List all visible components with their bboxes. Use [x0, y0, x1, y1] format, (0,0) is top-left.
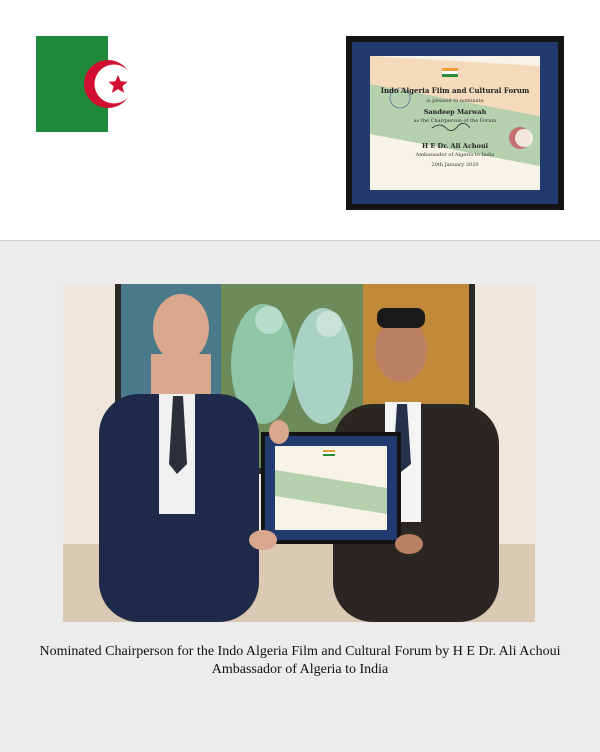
certificate-name: Sandeep Marwah	[423, 108, 487, 116]
certificate-line1: is pleased to nominate	[426, 98, 484, 104]
certificate-title: Indo Algeria Film and Cultural Forum	[380, 86, 530, 95]
photo-icon	[63, 284, 535, 622]
certificate-line2: as the Chairperson of the Forum	[413, 118, 497, 124]
top-panel	[0, 0, 600, 241]
caption-line1: Nominated Chairperson for the Indo Algeria Film and Cultural Forum by H E Dr. Ali Achoui	[39, 644, 561, 659]
framed-certificate	[346, 36, 564, 210]
certificate-date: 20th January 2020	[431, 162, 479, 168]
certificate-signer: H E Dr. Ali Achoui	[421, 142, 489, 150]
bottom-panel	[0, 241, 600, 752]
certificate-signer-title: Ambassador of Algeria to India	[415, 152, 495, 158]
ceremony-photo	[63, 284, 535, 622]
caption-line2: Ambassador of Algeria to India	[211, 662, 389, 677]
algeria-flag-icon	[36, 36, 180, 132]
certificate-paper	[370, 56, 540, 190]
